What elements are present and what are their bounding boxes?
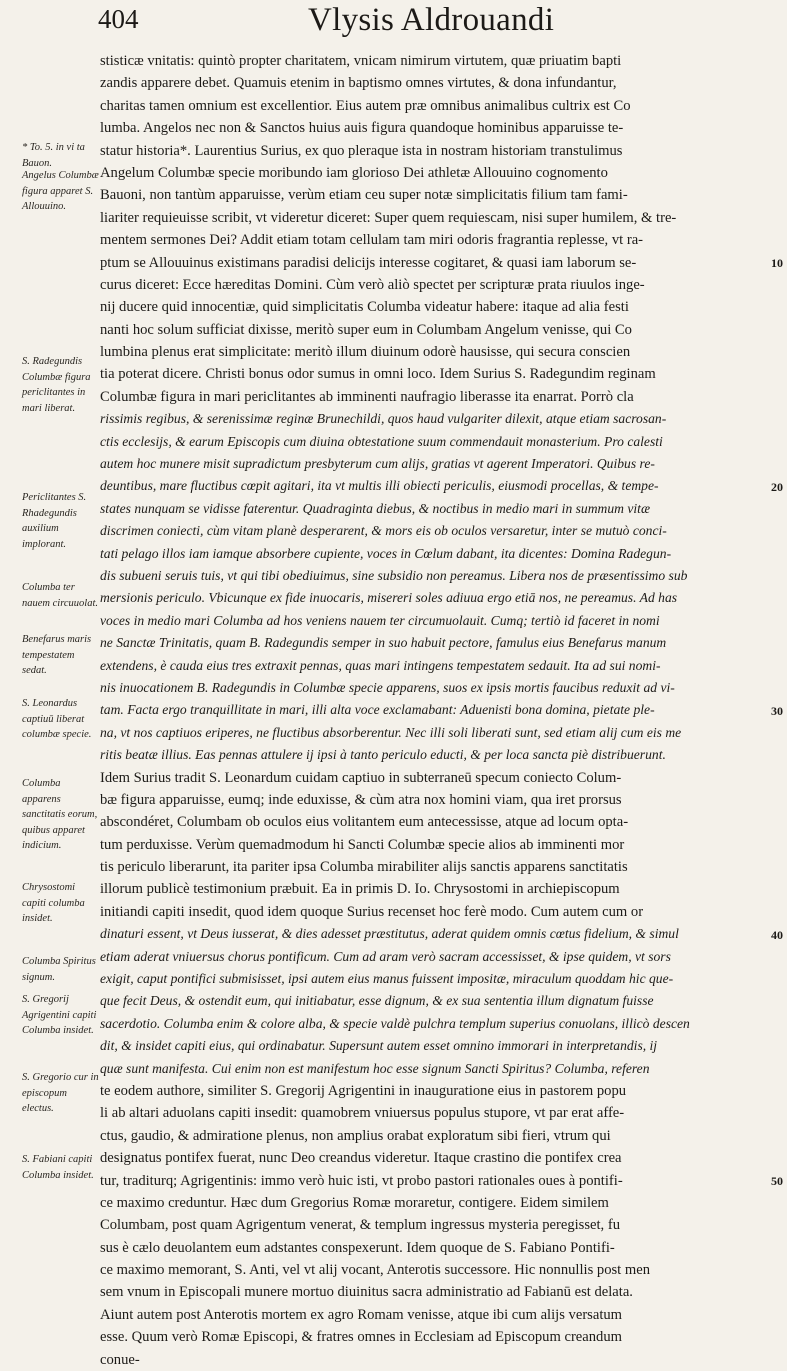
marginal-note: Chrysostomi capiti columba insidet. [22,882,85,924]
text-line: ptum se Allouuinus existimans paradisi delicijs interesse cogitaret, & quasi iam laborum se- [100,254,637,271]
text-line: discrimen coniecti, cùm vitam planè desperarent, & mors eis ob oculos versaretur, inter se mutuò conci- [100,523,667,539]
text-line: illorum publicè testimonium præbuit. Ea in primis D. Io. Chrysostomi in archiepiscopum [100,881,620,898]
text-line: tia poterat dicere. Christi bonus odor sumus in omni loco. Idem Surius S. Radegundim reginam [100,366,656,383]
text-line: lumba. Angelos nec non & Sanctos huius auis figura quandoque hominibus apparuisse te- [100,120,624,137]
text-line: nis inuocationem B. Radegundis in Columbæ specie apparens, suos ex ipsis mortis faucibus reduxit ad vi- [100,679,675,695]
text-line: Bauoni, non tantùm apparuisse, verùm etiam ceu super notæ simplicitatis filium tam fami- [100,187,628,204]
text-line: nanti hoc solum sufficiat dixisse, meritò super eum in Columbam Angelum venisse, qui Co [100,321,632,338]
text-line: sus è cælo deuolantem eum adstantes conspexerunt. Idem quoque de S. Fabiano Pontifi- [100,1239,615,1256]
line-number: 30 [771,703,783,718]
marginal-note: S. Gregorij Agrigentini capiti Columba insidet. [22,994,97,1036]
page-number: 404 [98,4,139,34]
text-line: liariter requieuisse scribit, vt videretur diceret: Super quem requiescam, nisi super humilem, & tre- [100,209,677,226]
marginal-note: Periclitantes S. Rhadegundis auxilium implorant. [22,492,87,550]
text-line: sem vnum in Episcopali munere mortuo diuinitus sacra administratio ad Fabianū est delata. [100,1284,633,1301]
text-line: states nunquam se vidisse faterentur. Quadraginta diebus, & noctibus in medio mari in summum vitæ [100,500,651,516]
text-line: na, vt nos captiuos eriperes, ne fluctibus absorberentur. Nec illi soli liberati sunt, sed etiam alij cum eis me [100,724,682,740]
text-line: Columbæ figura in mari periclitantes ab imminenti naufragio liberasse ita enarrat. Porrò cla [100,388,634,405]
text-line: te eodem authore, similiter S. Gregorij Agrigentini in inauguratione eius in pastorem popu [100,1082,627,1099]
text-line: dinaturi essent, vt Deus iusserat, & dies adesset præstitutus, aderat quidem omnis cœtus fidelium, & simul [100,926,679,942]
text-line: tur, traditurq; Agrigentinis: immo verò huic isti, vt probo pastori rationales oues à pontifi- [100,1172,623,1189]
text-line: stisticæ vnitatis: quintò propter charitatem, vnicam nimirum virtutem, quæ priuatim bapti [100,53,622,69]
marginal-note: Angelus Columbæ figura apparet S. Allouuino. [22,170,99,212]
text-line: autem hoc munere misit supradictum presbyterum cum alijs, gratias vt agerent Imperatori. Quibus re- [100,456,655,472]
text-line: tam. Facta ergo tranquillitate in mari, illi alta voce exclamabant: Aduenisti bona domina, pietate ple- [100,702,655,718]
text-line: esse. Quum verò Romæ Episcopi, & fratres omnes in Ecclesiam ad Episcopum creandum [100,1329,623,1346]
text-line: quæ sunt manifesta. Cui enim non est manifestum hoc esse signum Sancti Spiritus? Columba, referen [100,1060,650,1076]
marginal-note: Columba ter nauem circuuolat. [22,582,99,609]
text-line: deuntibus, mare fluctibus cœpit agitari, ita vt multis illi obiecti periculis, eiusmodi procellas, & tempe- [100,478,659,494]
text-line: conue- [100,1351,140,1368]
text-line: ce maximo memorant, S. Anti, vel vt alij vocant, Anterotis successore. Hic nonnullis post men [100,1262,651,1279]
line-number: 20 [771,479,783,494]
text-line: mentem sermones Dei? Addit etiam totam cellulam tam miri odoris fragrantia replesse, vt ra- [100,232,644,249]
text-line: Angelum Columbæ specie moribundo iam glorioso Dei athletæ Allouuino cognomento [100,164,608,181]
line-number-column [759,0,783,1253]
text-line: li ab altari aduolans capiti insedit: quamobrem vniuersus populus stupore, vt par erat affe- [100,1105,625,1122]
line-number: 40 [771,927,783,942]
text-line: ctis ecclesijs, & earum Episcopis cum diuina obtestatione suum commendauit monasterium. Pro calesti [100,433,663,449]
text-line: Idem Surius tradit S. Leonardum cuidam captiuo in subterraneū specum coniecto Colum- [100,769,622,786]
text-line: Columbam, post quam Agrigentum venerat, & templum ingressus mysteria peregisset, fu [100,1217,621,1234]
marginal-note: Columba apparens sanctitatis eorum, quibus apparet indicium. [22,778,98,851]
text-line: zandis apparere debet. Quamuis etenim in baptismo omnes virtutes, & dona infundantur, [100,75,617,92]
text-line: ritis beatæ illius. Eas pennas attulere ij ipsi à tanto periculo educti, & per loca sancta piè distribuerunt. [100,747,666,763]
marginal-note: Benefarus maris tempestatem sedat. [22,634,92,676]
text-line: ne Sanctæ Trinitatis, quam B. Radegundis semper in suo habuit pectore, famulus eius Benefarus manum [100,635,667,651]
text-line: tati pelago illos iam iamque absorbere cupiente, voces in Cœlum dabant, ita dicentes: Domina Radegun- [100,545,672,561]
marginal-note: * To. 5. in vi ta Bauon. [22,142,85,169]
text-line: voces in medio mari Columba ad hos veniens nauem ter circumuolauit. Cumq; tertiò id faceret in nomi [100,612,660,628]
text-line: dis subueni seruis tuis, vt qui tibi obediuimus, sine subsidio non pereamus. Libera nos de præsentissimo sub [100,567,688,583]
text-line: tis periculo liberarunt, ita pariter ipsa Columba mirabiliter alijs sanctis apparens sanctitatis [100,859,628,876]
text-line: statur historia*. Laurentius Surius, ex quo pleraque ista in nostram historiam transtulimus [100,142,623,159]
text-line: Aiunt autem post Anterotis mortem ex agro Romam venisse, atque ibi cum alijs versatum [100,1306,623,1323]
line-number: 50 [771,1174,783,1188]
text-line: ctus, gaudio, & admiratione plenus, non amplius orabat exploratum sibi fieri, vtrum qui [100,1127,611,1144]
text-line: dit, & insidet capiti eius, qui ordinabatur. Supersunt autem esset omnino immorari in interpretandis, ij [100,1038,658,1054]
text-line: sacerdotio. Columba enim & colore alba, & specie valdè pulchra templum superius conuolans, illicò descen [100,1015,690,1031]
text-line: exigit, caput pontifici submisisset, ipsi autem eius manus fuissent impositæ, miraculum quoddam hic que- [100,971,674,987]
text-line: lumbina plenus erat simplicitate: meritò illum diuinum odorè hausisse, qui secura conscien [100,344,631,361]
text-line: ce maximo creduntur. Hæc dum Gregorius Romæ moraretur, contigere. Eidem similem [100,1194,609,1211]
text-line: initiandi capiti insedit, quod idem quoque Surius recenset hoc ferè modo. Cum autem cum or [100,903,644,920]
marginal-note: S. Leonardus captiuū liberat columbæ specie. [22,698,92,740]
marginal-note: S. Radegundis Columbæ figura periclitantes in mari liberat. [22,356,91,414]
line-number: 10 [771,255,783,270]
marginal-note: S. Gregorio cur in episcopum electus. [22,1072,99,1114]
text-line: designatus pontifex fuerat, nunc Deo creandus videretur. Itaque crastino die pontifex crea [100,1150,622,1167]
text-line: rissimis regibus, & serenissimæ reginæ Brunechildi, quos haud vulgariter dilexit, atque etiam sacrosan- [100,411,667,427]
marginal-note: Columba Spiritus signum. [22,956,96,983]
page-header [0,4,787,44]
text-line: abscondéret, Columbam ob oculos eius volitantem eum antecessisse, atque ad locum opta- [100,814,629,831]
marginal-note: S. Fabiani capiti Columba insidet. [22,1154,94,1181]
text-line: bæ figura apparuisse, eumq; inde eduxisse, & cùm atra nox homini viam, qua iret prorsus [100,791,622,808]
text-line: etiam aderat vniuersus chorus pontificum. Cum ad aram verò sacram accessisset, & ipse quidem, vt sors [100,948,671,964]
text-line: nij ducere quid innocentiæ, quid simplicitatis Columba videatur habere: itaque ad alia festi [100,299,629,316]
text-line: curus diceret: Ecce hæreditas Domini. Cùm verò aliò spectet per scripturæ prata riuulos inge- [100,276,645,293]
text-line: charitas tamen omnium est excellentior. Eius autem præ omnibus animalibus cultrix est Co [100,97,631,114]
text-line: extendens, è cauda eius tres extraxit pennas, quas mari intingens tempestatem sedauit. Ita ad sui nomi- [100,657,661,673]
running-title: Vlysis Aldrouandi [308,2,555,38]
text-line: tum perduxisse. Verùm quemadmodum hi Sancti Columbæ specie alios ab imminenti mor [100,836,625,853]
text-line: mersionis periculo. Vbicunque ex fide inuocaris, misereri soles adiuua ergo etiā nos, ne pereamus. Ad has [100,590,678,606]
body-text [100,50,764,1371]
text-line: que fecit Deus, & ostendit eum, qui initiabatur, esse dignum, & ex sua sententia illum dignatum fuisse [100,993,654,1009]
